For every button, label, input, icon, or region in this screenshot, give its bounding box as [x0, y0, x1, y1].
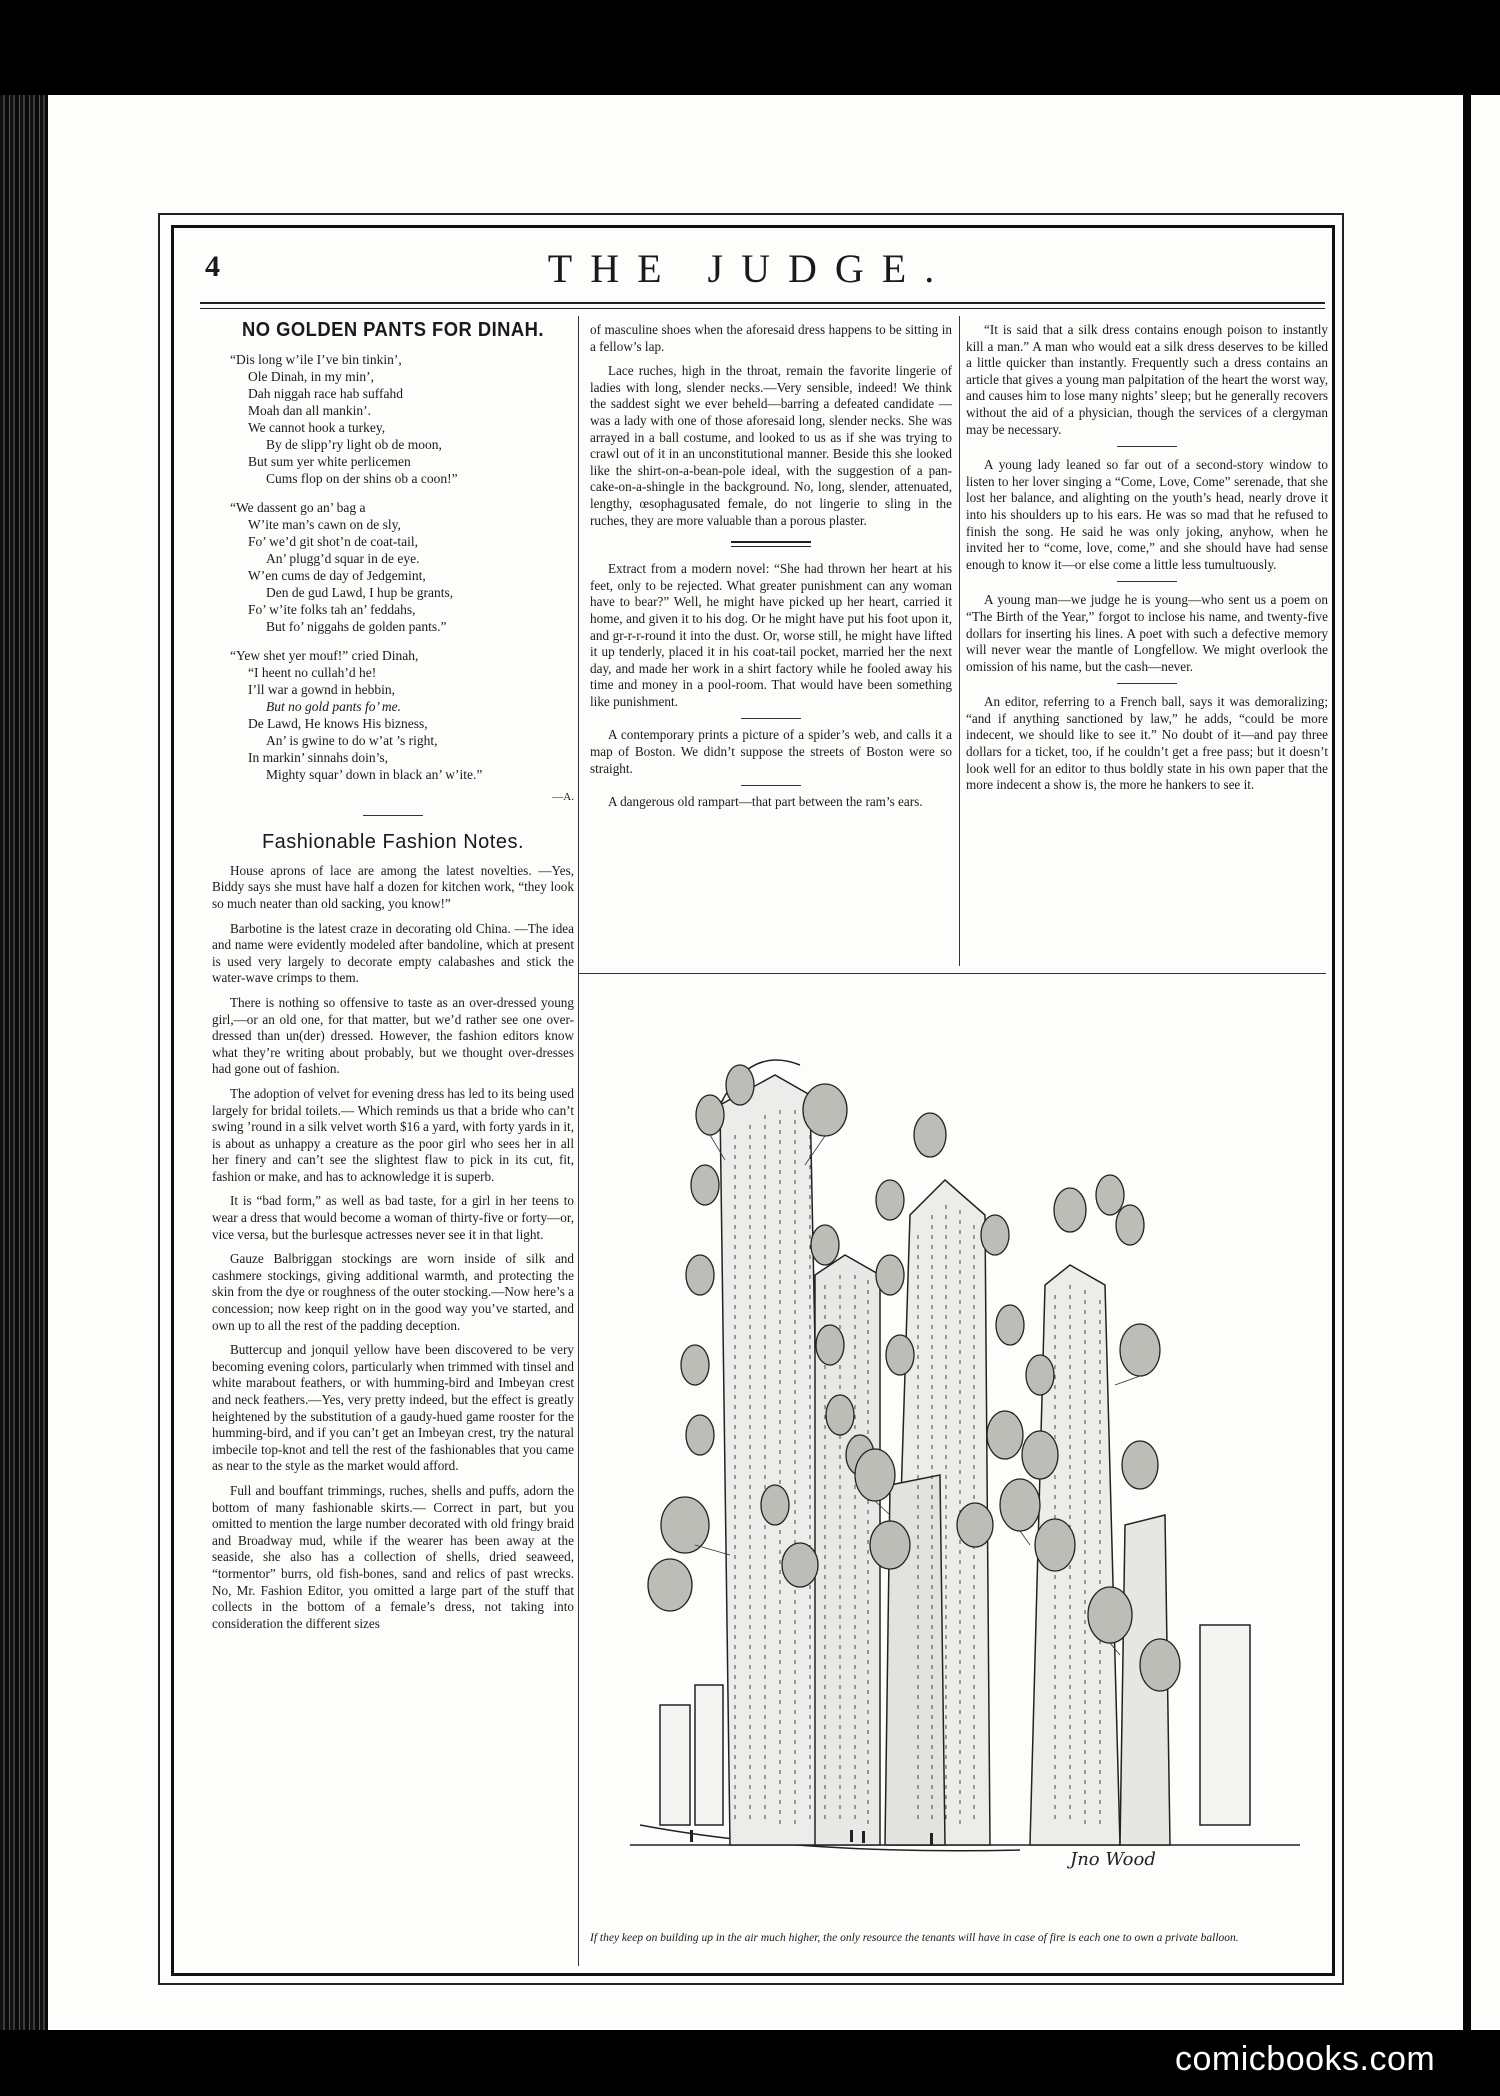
fashion-paragraph: Barbotine is the latest craze in decorating old China. —The idea and name were evidently modeled after bandoline, which at present is used very largely to decorate empty calabashes and stick the water-wave crimps to them.: [212, 920, 574, 986]
poem-line: Ole Dinah, in my min’,: [248, 368, 374, 384]
next-page-edge: [1463, 95, 1500, 2030]
middle-paragraph: of masculine shoes when the aforesaid dress happens to be sitting in a fellow’s lap.: [590, 322, 952, 354]
poem-stanza: [230, 499, 574, 635]
poem-line: But fo’ niggahs de golden pants.”: [266, 618, 447, 634]
poem-line: Dah niggah race hab suffahd: [248, 385, 403, 401]
divider: [741, 718, 801, 719]
fashion-paragraph: There is nothing so offensive to taste as an over-dressed young girl,—or an old one, for that matter, but we’d rather see one over-dressed than un(der) dressed. However, the fashion editors know what they’re writing about probably, but we thought over-dresses had gone out of fashion.: [212, 994, 574, 1077]
page-number: 4: [205, 250, 220, 283]
silk-paragraph: “It is said that a silk dress contains enough poison to instantly kill a man.” A man who would eat a silk dress deserves to be killed a little quicker than instantly. Frequently such a dress contains an article that gives a young man palpitation of the heart the worst way, and causes him to lose many nights’ sleep; but he generally recovers without the aid of a physician, though the services of a clergyman may be necessary.: [966, 322, 1328, 437]
extract-paragraph: Extract from a modern novel: “She had thrown her heart at his feet, only to be rejected. What greater punishment can any woman have to bear?” Well, he might have picked up her heart, carried it home, and given it to his dog. Or he might have put his foot upon it, and gr-r-r-round it into the dust. Or, worse still, he might have lifted it up tenderly, placed it in his coat-tail pocket, married her the next day, and made her work in a shirt factory while he fooled away his time and money in a pool-room. That would have been something like punishment.: [590, 561, 952, 709]
divider: [1117, 446, 1177, 447]
artist-signature: Jno Wood: [1070, 1849, 1156, 1870]
poem-line: “Yew shet yer mouf!” cried Dinah,: [230, 647, 419, 663]
poem-line: By de slipp’ry light ob de moon,: [266, 436, 442, 452]
poem-line: Mighty squar’ down in black an’ w’ite.”: [266, 766, 483, 782]
poem-line: But no gold pants fo’ me.: [266, 698, 401, 714]
fashion-paragraph: Full and bouffant trimmings, ruches, shells and puffs, adorn the bottom of many fashionable skirts.— Correct in part, but you omitted to mention the large number decorated with old fringy braid and Broadway mud, while if the wearer has been away at the seaside, she also has a collection of shells, dried seaweed, “tormentor” burrs, old fish-bones, sand and relics of past wrecks. No, Mr. Fashion Editor, you omitted a large part of the stuff that collects in the bottom of a female’s dress, not taking into consideration the different sizes: [212, 1482, 574, 1631]
fashion-paragraph: It is “bad form,” as well as bad taste, for a girl in her teens to wear a dress that would become a woman of thirty-five or forty—or, vice versa, but the burlesque actresses never see it in that light.: [212, 1193, 574, 1242]
poem-line: “We dassent go an’ bag a: [230, 499, 366, 515]
site-watermark: comicbooks.com: [1175, 2040, 1436, 2078]
poem-line: But sum yer white perlicemen: [248, 453, 411, 469]
skyscraper-balloon-illustration: [600, 985, 1320, 1885]
contemporary-paragraph: A contemporary prints a picture of a spider’s web, and calls it a map of Boston. We didn’t suppose the streets of Boston were so straight.: [590, 727, 952, 776]
poem-line: Den de gud Lawd, I hup be grants,: [266, 584, 454, 600]
poem-title: NO GOLDEN PANTS FOR DINAH.: [242, 319, 544, 341]
editor-paragraph: An editor, referring to a French ball, says it was demoralizing; “and if anything sanctioned by law,” he adds, “could be more indecent, we should like to see it.” No doubt of it—and pay three dollars for a ticket, too, if he couldn’t get a free pass; but it doesn’t look well for an editor to thus boldly state in his own paper that the more indecent a show is, the more he hankers to see it.: [966, 694, 1328, 793]
illustration-rule: [578, 973, 1326, 974]
poem-line: Cums flop on der shins ob a coon!”: [266, 470, 458, 486]
fashion-notes-title: Fashionable Fashion Notes.: [261, 831, 525, 854]
column-middle: [590, 322, 952, 819]
young-man-paragraph: A young man—we judge he is young—who sent us a poem on “The Birth of the Year,” forgot to inclose his name, and twenty-five dollars for inserting his lines. A poet with such a defective memory will never wear the mantle of Longfellow. We might overlook the omission of his name, but the cash—never.: [966, 592, 1328, 674]
poem-line: W’ite man’s cawn on de sly,: [248, 516, 401, 532]
divider: [1117, 581, 1177, 582]
book-binding-gutter: [0, 95, 48, 2030]
poem-line: We cannot hook a turkey,: [248, 419, 386, 435]
masthead-rule-thin: [200, 308, 1325, 309]
poem-line: “I heent no cullah’d he!: [248, 664, 377, 680]
middle-paragraph: Lace ruches, high in the throat, remain the favorite lingerie of ladies with long, slender necks.—Very sensible, indeed! We think the saddest sight we ever beheld—barring a defeated candidate — was a lady with one of those aforesaid long, slender necks. She was arrayed in a ball costume, and looked to us as if she was trying to crawl out of it in an unconstitutional manner. Beside this she looked like the shirt-on-a-bean-pole ideal, with the suggestion of a pan-cake-on-a-shingle in the background. No, long, slender, attenuated, lengthy, œsophagusated female, do not lingerie to sling in the ruches, they are more valuable than a porous plaster.: [590, 363, 952, 528]
young-lady-paragraph: A young lady leaned so far out of a second-story window to listen to her lover singing a “Come, Love, Come” serenade, that she lost her balance, and alighting on the youth’s head, nearly drove it into his shoulders up to his ears. He was so mad that he refused to finish the song. He said he was only joking, anyhow, when he invited her to “come, love, come,” and she should have had sense enough to know it—or else come a little less tumultuously.: [966, 457, 1328, 572]
column-rule: [959, 316, 960, 966]
column-left: [212, 319, 574, 1640]
poem-line: W’en cums de day of Jedgemint,: [248, 567, 426, 583]
fashion-paragraph: Buttercup and jonquil yellow have been discovered to be very becoming evening colors, particularly when trimmed with tinsel and white marabout feathers, or with humming-bird and Imbeyan crest and neck feathers.—Yes, very pretty indeed, but the effect is greatly heightened by the substitution of a gaudy-hued game rooster for the humming-bird, and if you can’t get an Imbeyan crest, try the natural imbecile top-knot and tell the rest of the fashionables that you came as near to the style as the market would afford.: [212, 1342, 574, 1474]
poem-stanza: [230, 351, 574, 487]
poem-line: “Dis long w’ile I’ve bin tinkin’,: [230, 351, 402, 367]
fashion-paragraph: The adoption of velvet for evening dress has led to its being used largely for bridal toilets.— Which reminds us that a bride who can’t swing ’round in a silk velvet worth $16 a yard, with forty yards in it, is about as unhappy a creature as the poor girl who sees her in all her finery and can’t see the slightest flaw to pick in its cut, fit, fashion or make, and has to acknowledge it is superb.: [212, 1085, 574, 1184]
poem-line: Fo’ we’d git shot’n de coat-tail,: [248, 533, 418, 549]
illustration-caption: If they keep on building up in the air much higher, the only resource the tenants will have in case of fire is each one to own a private balloon.: [590, 1932, 1239, 1944]
poem-line: Moah dan all mankin’.: [248, 402, 371, 418]
masthead-title: THE JUDGE.: [547, 246, 953, 291]
divider: [363, 815, 423, 816]
divider: [741, 785, 801, 786]
poem-signature: —A.: [552, 790, 574, 803]
poem-stanza: [230, 647, 574, 783]
poem-line: An’ plugg’d squar in de eye.: [266, 550, 420, 566]
poem-line: In markin’ sinnahs doin’s,: [248, 749, 388, 765]
column-rule: [578, 316, 579, 1966]
divider: [1117, 683, 1177, 684]
fashion-paragraph: House aprons of lace are among the latest novelties. —Yes, Biddy says she must have half a dozen for kitchen work, “they look so much neater than old sacking, you know!”: [212, 862, 574, 911]
divider-double: [731, 541, 811, 547]
dangerous-paragraph: A dangerous old rampart—that part between the ram’s ears.: [608, 794, 923, 810]
masthead-rule: [200, 302, 1325, 304]
poem-line: Fo’ w’ite folks tah an’ feddahs,: [248, 601, 416, 617]
column-right: [966, 322, 1328, 802]
poem-line: I’ll war a gownd in hebbin,: [248, 681, 395, 697]
poem-line: De Lawd, He knows His bizness,: [248, 715, 428, 731]
fashion-paragraph: Gauze Balbriggan stockings are worn inside of silk and cashmere stockings, giving additional warmth, and protecting the skin from the dye or roughness of the outer stocking.—Now here’s a concession; now keep right on in the good way you’ve started, and own up to all the rest of the padding deception.: [212, 1251, 574, 1333]
poem-line: An’ is gwine to do w’at ’s right,: [266, 732, 438, 748]
